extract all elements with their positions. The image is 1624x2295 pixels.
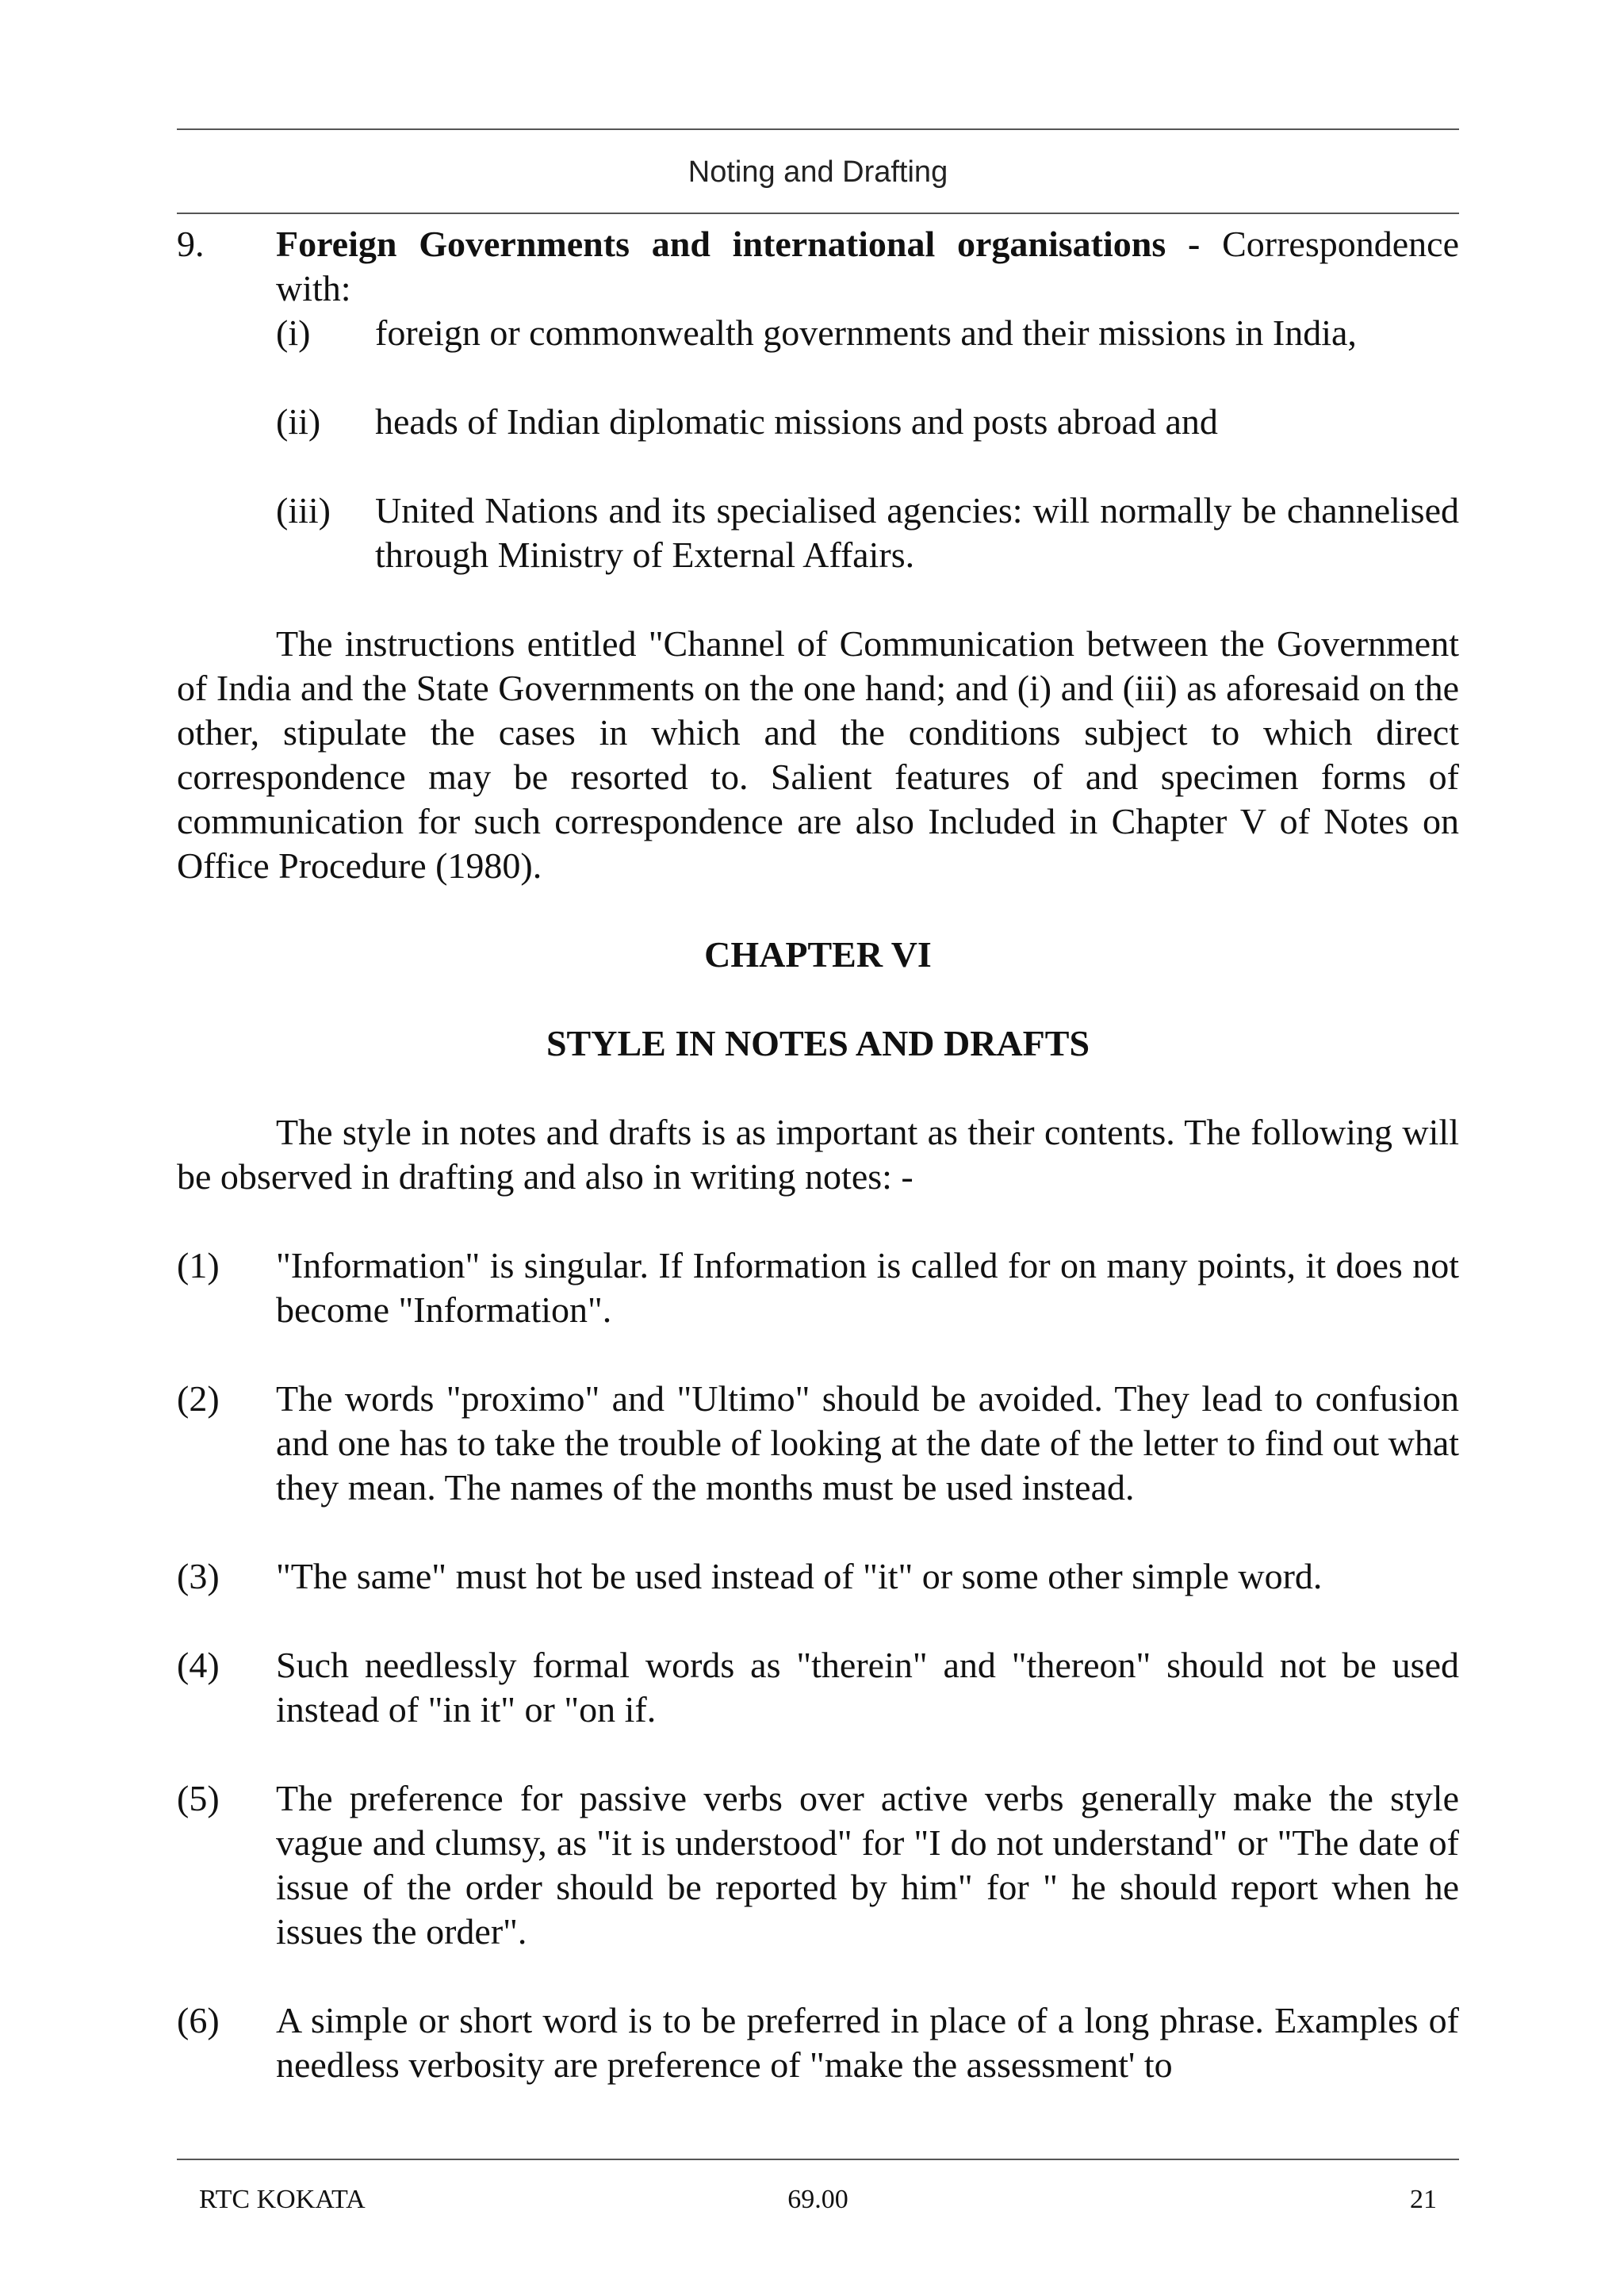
section-9 [177,222,1459,622]
section-number: 9. [177,224,205,264]
list-item-number: (ii) [276,401,321,442]
rule-item [177,1377,1459,1510]
rule-text: Such needlessly formal words as "therein" and "thereon" should not be used instead of "in it" or "on if. [276,1645,1459,1730]
rule-number: (3) [177,1556,220,1596]
list-item-text: United Nations and its specialised agencies: will normally be channelised through Ministry of External Affairs. [375,490,1459,575]
rule-text: The preference for passive verbs over active verbs generally make the style vague and clumsy, as "it is understood" for "I do not understand" or "The date of issue of the order should be reported by him" for " he should report when he issues the order". [276,1778,1459,1952]
list-item-number: (i) [276,312,311,353]
list-item-text: foreign or commonwealth governments and their missions in India, [375,312,1357,353]
footer-left: RTC KOKATA [199,2185,366,2214]
rule-text: "Information" is singular. If Information is called for on many points, it does not become "Information". [276,1245,1459,1330]
list-item-number: (iii) [276,490,331,531]
chapter-number-heading: CHAPTER VI [704,934,932,975]
rule-text: A simple or short word is to be preferred in place of a long phrase. Examples of needless verbosity are preference of "make the assessment' to [276,2000,1459,2085]
rule-number: (6) [177,2000,220,2040]
page-body [177,222,1459,2132]
chapter-title: STYLE IN NOTES AND DRAFTS [546,1023,1090,1063]
footer-rule [177,2159,1459,2160]
header-rule-top [177,128,1459,130]
rule-item [177,1998,1459,2087]
paragraph-instructions: The instructions entitled "Channel of Communication between the Government of India and the State Governments on the one hand; and (i) and (iii) as aforesaid on the other, stipulate the cases in which and the conditions subject to which direct correspondence may be resorted to. Salient features of and specimen forms of communication for such correspondence are also Included in Chapter V of Notes on Office Procedure (1980). [177,623,1459,886]
rule-number: (4) [177,1645,220,1685]
rule-item [177,1554,1459,1599]
list-item [276,400,1459,444]
footer-center: 69.00 [787,2185,848,2214]
page-number: 21 [1410,2185,1437,2214]
rule-item [177,1776,1459,1954]
chapter-intro: The style in notes and drafts is as important as their contents. The following will be observed in drafting and also in writing notes: - [177,1112,1459,1197]
running-header-title: Noting and Drafting [688,155,948,189]
section-body [276,222,1459,622]
rule-item [177,1243,1459,1332]
section-sublist [276,311,1459,577]
list-item [276,311,1459,355]
section-heading: Foreign Governments and international organisations - [276,224,1201,264]
style-rules-list [177,1243,1459,2087]
section-heading-line [276,222,1459,311]
rule-item [177,1643,1459,1732]
header-rule-bottom [177,213,1459,214]
list-item-text: heads of Indian diplomatic missions and posts abroad and [375,401,1218,442]
list-item [276,489,1459,577]
section-lead: Correspondence with: [276,224,1459,308]
rule-text: "The same" must hot be used instead of "it" or some other simple word. [276,1556,1323,1596]
rule-number: (1) [177,1245,220,1285]
rule-text: The words "proximo" and "Ultimo" should be avoided. They lead to confusion and one has to take the trouble of looking at the date of the letter to find out what they mean. The names of the months must be used instead. [276,1378,1460,1508]
rule-number: (5) [177,1778,220,1818]
rule-number: (2) [177,1378,220,1419]
